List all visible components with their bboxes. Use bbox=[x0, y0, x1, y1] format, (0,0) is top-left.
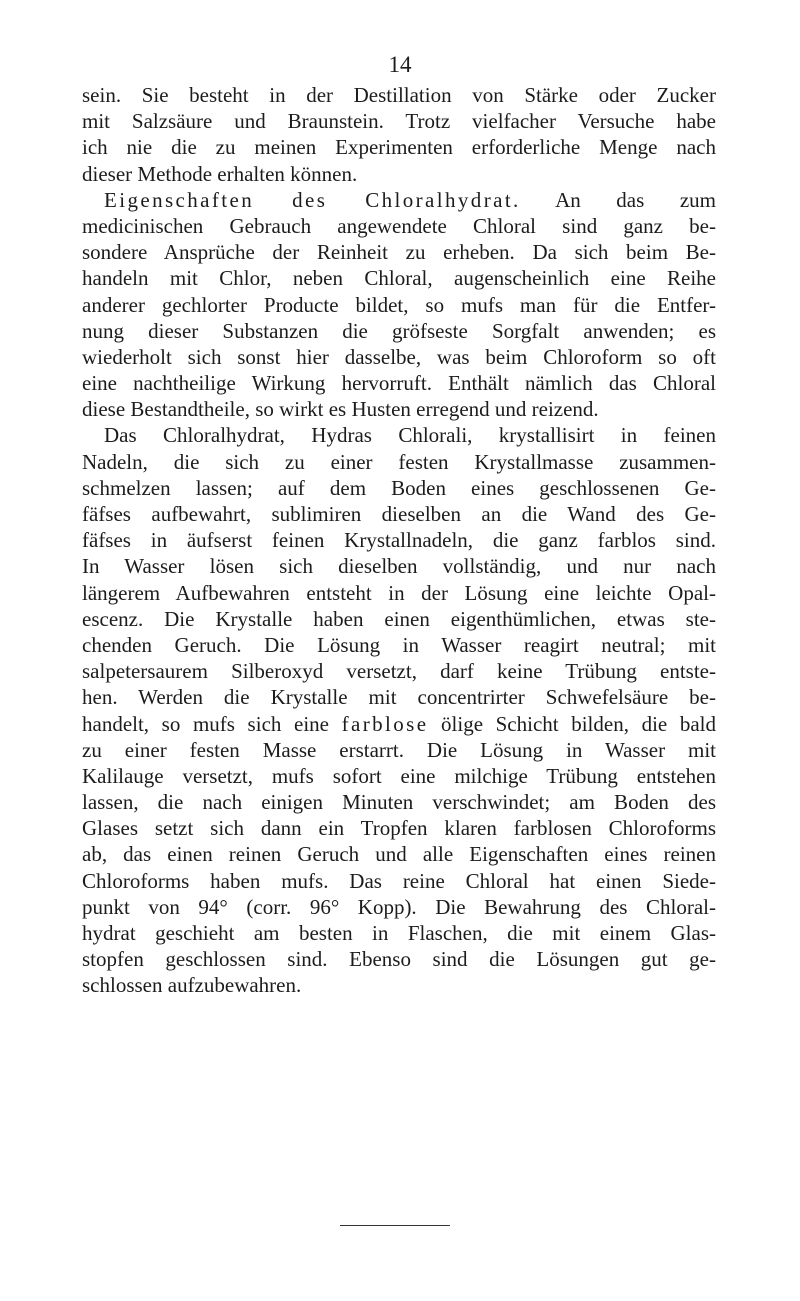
text-span: An das zum bbox=[555, 187, 716, 212]
text-line: diese Bestandtheile, so wirkt es Husten erregend und reizend. bbox=[82, 397, 599, 422]
text-line: stopfen geschlossen sind. Ebenso sind die Lösungen gut ge- bbox=[82, 947, 716, 972]
text-line: salpetersaurem Silberoxyd versetzt, darf keine Trübung entste- bbox=[82, 659, 716, 684]
text-line: Glases setzt sich dann ein Tropfen klaren farblosen Chloroforms bbox=[82, 816, 716, 841]
text-line: nung dieser Substanzen die gröfseste Sorgfalt anwenden; es bbox=[82, 318, 716, 343]
text-line: Kalilauge versetzt, mufs sofort eine milchige Trübung entstehen bbox=[82, 763, 716, 788]
text-line: eine nachtheilige Wirkung hervorruft. Enthält nämlich das Chloral bbox=[82, 371, 716, 396]
text-line: schmelzen lassen; auf dem Boden eines geschlossenen Ge- bbox=[82, 475, 716, 500]
text-line: Chloroforms haben mufs. Das reine Chloral hat einen Siede- bbox=[82, 868, 716, 893]
text-line: ab, das einen reinen Geruch und alle Eigenschaften eines reinen bbox=[82, 842, 716, 867]
page-number: 14 bbox=[388, 52, 412, 77]
text-span: ölige Schicht bilden, die bald bbox=[441, 711, 716, 736]
text-line: In Wasser lösen sich dieselben vollständig, und nur nach bbox=[82, 554, 716, 579]
text-line: wiederholt sich sonst hier dasselbe, was beim Chloroform so oft bbox=[82, 344, 716, 369]
emphasis-text: farblose bbox=[341, 711, 429, 736]
text-line: lassen, die nach einigen Minuten verschwindet; am Boden des bbox=[82, 790, 716, 815]
text-line: Das Chloralhydrat, Hydras Chlorali, krystallisirt in feinen bbox=[104, 423, 716, 448]
text-line: Nadeln, die sich zu einer festen Krystallmasse zusammen- bbox=[82, 449, 716, 474]
text-line-emphasis bbox=[82, 711, 716, 737]
text-span: handelt, so mufs sich eine bbox=[82, 711, 329, 736]
text-line: chenden Geruch. Die Lösung in Wasser reagirt neutral; mit bbox=[82, 632, 716, 657]
text-line: dieser Methode erhalten können. bbox=[82, 161, 358, 186]
section-heading-line bbox=[82, 187, 716, 213]
text-line: fäfses aufbewahrt, sublimiren dieselben an die Wand des Ge- bbox=[82, 502, 716, 526]
body-text bbox=[82, 82, 716, 999]
text-line: längerem Aufbewahren entsteht in der Lösung eine leichte Opal- bbox=[82, 580, 716, 605]
text-line: medicinischen Gebrauch angewendete Chloral sind ganz be- bbox=[82, 213, 716, 238]
text-line: sein. Sie besteht in der Destillation von Stärke oder Zucker bbox=[82, 83, 716, 107]
section-heading: Eigenschaften des Chloralhydrat. bbox=[104, 187, 521, 212]
text-line: zu einer festen Masse erstarrt. Die Lösung in Wasser mit bbox=[82, 737, 716, 762]
text-line: mit Salzsäure und Braunstein. Trotz vielfacher Versuche habe bbox=[82, 109, 716, 134]
text-line: hydrat geschieht am besten in Flaschen, die mit einem Glas- bbox=[82, 921, 716, 945]
text-line: anderer gechlorter Producte bildet, so mufs man für die Entfer- bbox=[82, 292, 716, 317]
text-line: sondere Ansprüche der Reinheit zu erheben. Da sich beim Be- bbox=[82, 240, 716, 265]
end-rule bbox=[340, 1225, 450, 1226]
text-line: punkt von 94° (corr. 96° Kopp). Die Bewahrung des Chloral- bbox=[82, 894, 716, 919]
text-line: hen. Werden die Krystalle mit concentrirter Schwefelsäure be- bbox=[82, 685, 716, 710]
text-line: schlossen aufzubewahren. bbox=[82, 973, 302, 998]
text-line: handeln mit Chlor, neben Chloral, augenscheinlich eine Reihe bbox=[82, 266, 716, 291]
text-line: escenz. Die Krystalle haben einen eigenthümlichen, etwas ste- bbox=[82, 606, 716, 631]
text-line: ich nie die zu meinen Experimenten erforderliche Menge nach bbox=[82, 135, 716, 160]
text-line: fäfses in äufserst feinen Krystallnadeln, die ganz farblos sind. bbox=[82, 528, 716, 553]
